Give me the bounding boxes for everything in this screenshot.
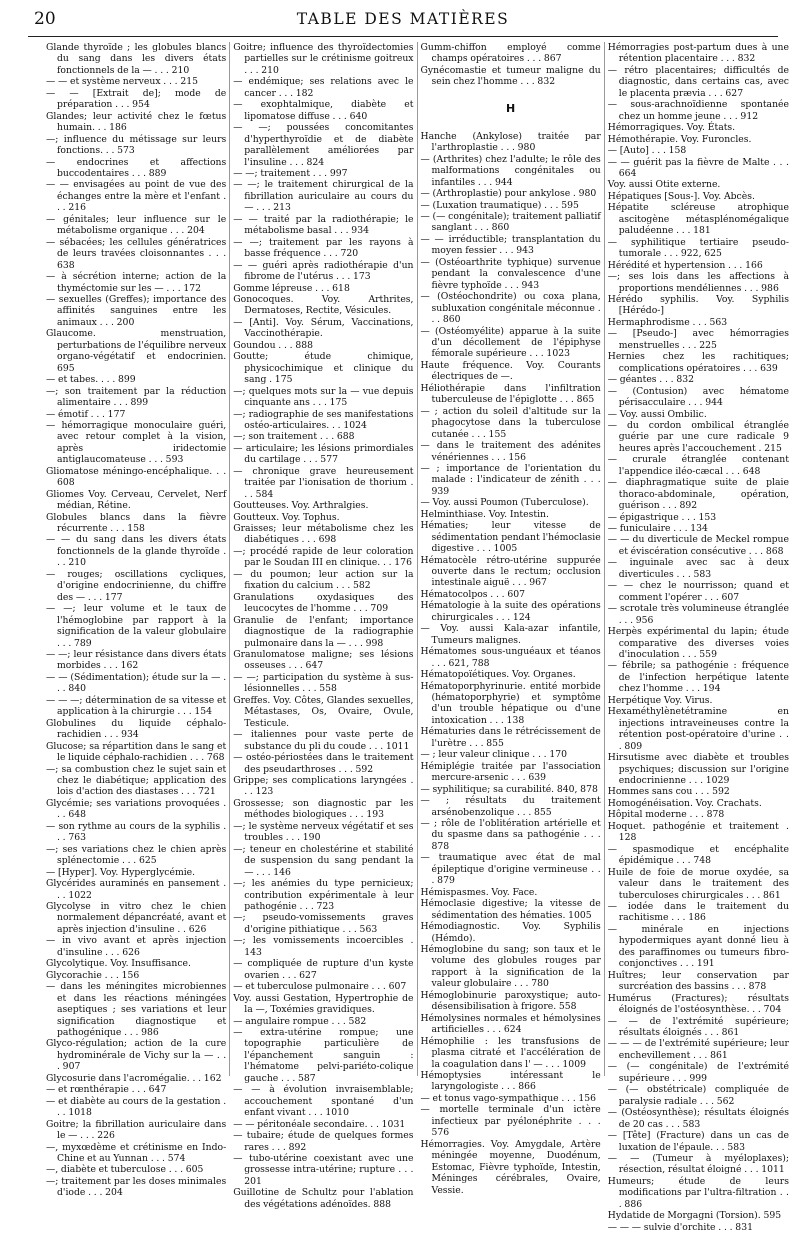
index-entry: Hémodiagnostic. Voy. Syphilis (Hémdo).: [420, 921, 601, 944]
running-title: TABLE DES MATIÈRES: [296, 10, 510, 28]
index-entry: — funiculaire . . . 134: [607, 523, 708, 535]
index-entry: — — — sulvie d'orchite . . . 831: [607, 1221, 753, 1233]
index-entry: — iodée dans le traitement du rachitisme . . . 186: [607, 900, 789, 924]
index-entry: —; les anémies du type pernicieux; contribution expérimentale à leur pathogénie . . . 723: [233, 878, 414, 912]
index-entry: — (Contusion) avec hématome périsacculaire . . . 944: [607, 385, 789, 409]
index-entry: Hérédité et hypertension . . . 166: [607, 259, 763, 271]
index-entry: Hémoclasie digestive; la vitesse de sédimentation des hématies. 1005: [420, 898, 601, 921]
index-entry: — syphilitique tertiaire pseudo-tumorale . . . 922, 625: [607, 236, 789, 260]
index-entry: — et tuberculose pulmonaire . . . 607: [233, 981, 407, 993]
index-entry: Hirsutisme avec diabète et troubles psychiques; discussion sur l'origine endocrinienne . . . 1029: [607, 752, 789, 786]
index-entry: — (Ostéochondrite) ou coxa plana, subluxation congénitale méconnue . . . 860: [420, 291, 601, 326]
index-entry: Granulations oxydasiques des leucocytes de l'homme . . . 709: [233, 591, 414, 615]
index-entry: Gliomatose méningo-encéphalique. . . 608: [46, 465, 227, 489]
index-entry: Gliomes Voy. Cerveau, Cervelet, Nerf médian, Rétine.: [46, 488, 227, 512]
index-entry: — — péritonéale secondaire. . . 1031: [233, 1118, 406, 1130]
index-entry: — et tonus vago-sympathique . . . 156: [420, 1092, 597, 1104]
index-entry: — — guérit pas la fièvre de Malte . . . 664: [607, 156, 789, 179]
index-entry: Homogénéisation. Voy. Crachats.: [607, 797, 762, 809]
index-entry: —, myxœdème et crétinisme en Indo-Chine et au Yunnan . . . 574: [46, 1141, 227, 1164]
index-entry: Voy. aussi Gestation, Hypertrophie de la —, Toxémies gravidiques.: [233, 992, 414, 1016]
index-entry: Glyco-régulation; action de la cure hydrominérale de Vichy sur la — . . . 907: [46, 1038, 227, 1073]
index-entry: — — à évolution invraisemblable; accouchement spontané d'un enfant vivant . . . 1010: [233, 1084, 414, 1119]
index-entry: —; pseudo-vomissements graves d'origine pithiatique . . . 563: [233, 912, 414, 935]
index-entry: Hanche (Ankylose) traitée par l'arthroplastie . . . 980: [420, 130, 601, 154]
index-entry: — —; traitement . . . 997: [233, 167, 348, 179]
header-rule: [28, 36, 778, 37]
index-entry: — — de l'extrémité supérieure; résultats éloignés . . . 861: [607, 1015, 789, 1038]
index-entry: — traumatique avec état de mal épileptique d'origine vermineuse . . . 879: [420, 852, 601, 887]
index-entry: —; radiographie de ses manifestations ostéo-articulaires. . . 1024: [233, 408, 414, 431]
index-entry: Globulines du liquide céphalo-rachidien . . . 934: [46, 717, 227, 741]
index-entry: — génitales; leur influence sur le métabolisme organique . . . 204: [46, 213, 227, 237]
index-entry: Gomme lépreuse . . . 618: [233, 282, 350, 294]
index-entry: — (Ostéosynthèse); résultats éloignés de 20 cas . . . 583: [607, 1107, 789, 1130]
index-entry: Glycosurie dans l'acromégalie. . . 162: [46, 1072, 222, 1084]
index-entry: — sébacées; les cellules génératrices de leurs travées cloisonnantes . . . 638: [46, 236, 227, 271]
index-entry: — dans les méningites microbiennes et dans les réactions méningées aseptiques ; ses variations et leur signification diagnostique et pathogénique . . . 986: [46, 981, 227, 1038]
index-entry: — [Pseudo-] avec hémorragies menstruelles . . . 225: [607, 328, 789, 351]
index-entry: — (Luxation traumatique) . . . 595: [420, 199, 579, 211]
index-entry: Glycolytique. Voy. Insuffisance.: [46, 958, 191, 970]
index-entry: — —; leur volume et le taux de l'hémoglobine par rapport à la signification de la valeur globulaire . . . 789: [46, 603, 227, 649]
index-entry: — [Hyper]. Voy. Hyperglycémie.: [46, 866, 196, 878]
index-entry: — — —; détermination de sa vitesse et application à la chirurgie . . . 154: [46, 694, 227, 718]
index-entry: —; son traitement . . . 688: [233, 431, 355, 443]
index-entry: — Voy. aussi Ombilic.: [607, 408, 707, 420]
index-entry: Glycémie; ses variations provoquées . . . 648: [46, 797, 227, 821]
index-entry: — angulaire rompue . . . 582: [233, 1015, 367, 1027]
index-entry: — articulaire; les lésions primordiales du cartilage . . . 577: [233, 442, 414, 466]
index-column-3: [420, 42, 605, 1196]
index-entry: — —; le traitement chirurgical de la fibrillation auriculaire au cours du — . . . 213: [233, 179, 414, 214]
index-entry: Gonocoques. Voy. Arthrites, Dermatoses, Rectite, Vésicules.: [233, 293, 414, 317]
index-entry: Helminthiase. Voy. Intestin.: [420, 508, 549, 520]
index-entry: Granulie de l'enfant; importance diagnostique de la radiographie pulmonaire dans la — . . . 998: [233, 614, 414, 649]
index-entry: — à sécrétion interne; action de la thyméctomie sur les — . . . 172: [46, 271, 227, 294]
index-entry: — endocrines et affections buccodentaires . . . 889: [46, 156, 227, 179]
index-entry: Grossesse; son diagnostic par les méthodes biologiques . . . 193: [233, 797, 414, 821]
index-entry: — — (Sédimentation); étude sur la — . . . 840: [46, 671, 227, 695]
index-entry: — diaphragmatique suite de plaie thoraco-abdominale, opération, guérison . . . 892: [607, 477, 789, 512]
index-entry: — Voy. aussi Poumon (Tuberculose).: [420, 497, 589, 509]
index-entry: Héliothérapie dans l'infiltration tuberculeuse de l'épiglotte . . . 865: [420, 382, 601, 406]
index-entry: — [Auto] . . . 158: [607, 145, 687, 157]
index-entry: — — [Extrait de]; mode de préparation . . . 954: [46, 87, 227, 111]
index-entry: — du cordon ombilical étranglée guérie par une cure radicale 9 heures après l'accouchement . 215: [607, 419, 789, 454]
index-entry: — épigastrique . . . 153: [607, 511, 717, 523]
index-entry: Goitre; influence des thyroïdectomies partielles sur le crétinisme goitreux . . . 210: [233, 42, 414, 76]
index-entry: Goutteux. Voy. Tophus.: [233, 511, 340, 523]
index-entry: — —; participation du système à sus-lésionnelles . . . 558: [233, 671, 414, 695]
index-entry: —; ses lois dans les affections à proportions mendéliennes . . . 986: [607, 271, 789, 294]
index-entry: Greffes. Voy. Côtes, Glandes sexuelles, Métastases, Os, Ovaire, Ovule, Testicule.: [233, 694, 414, 729]
page-number: 20: [34, 9, 56, 29]
index-entry: — minérale en injections hypodermiques ayant donné lieu à des paraffinomes ou tumeurs fibro-conjonctives . . . 191: [607, 923, 789, 970]
index-entry: — et diabète au cours de la gestation . . . 1018: [46, 1095, 227, 1119]
index-entry: — (— congénitale) de l'extrémité supérieure . . . 999: [607, 1061, 789, 1084]
index-entry: — (— obstétricale) compliquée de paralysie radiale . . . 562: [607, 1084, 789, 1107]
index-entry: —; influence du métissage sur leurs fonctions. . . 573: [46, 133, 227, 157]
index-entry: Goundou . . . 888: [233, 339, 314, 351]
index-entry: — chronique grave heureusement traitée par l'ionisation de thorium . . . 584: [233, 465, 414, 500]
index-entry: —; traitement par les doses minimales d'iode . . . 204: [46, 1175, 227, 1199]
index-entry: —; ses variations chez le chien après splénectomie . . . 625: [46, 843, 227, 867]
index-entry: Hémophilie : les transfusions de plasma citraté et l'accélération de la coagulation dans l' — . . . 1009: [420, 1035, 601, 1070]
index-entry: — — du sang dans les divers états fonctionnels de la glande thyroïde . . . 210: [46, 534, 227, 569]
index-entry: — —; leur résistance dans divers états morbides . . . 162: [46, 649, 227, 672]
index-entry: — (Ostéoarthrite typhique) survenue pendant la convalescence d'une fièvre typhoïde . . . 943: [420, 256, 601, 291]
index-entry: — — chez le nourrisson; quand et comment l'opérer . . . 607: [607, 580, 789, 603]
index-entry: — sous-arachnoïdienne spontanée chez un homme jeune . . . 912: [607, 99, 789, 122]
index-entry: Herpétique Voy. Virus.: [607, 694, 713, 706]
index-entry: — syphilitique; sa curabilité. 840, 878: [420, 783, 598, 795]
index-entry: — tubaire; étude de quelques formes rares . . . 892: [233, 1130, 414, 1153]
index-entry: Glaucome. menstruation, perturbations de l'équilibre nerveux organo-végétatif et endocrinien. 695: [46, 328, 227, 374]
index-entry: — ostéo-périostées dans le traitement des pseudarthroses . . . 592: [233, 752, 414, 775]
index-entry: — et tabes. . . . 899: [46, 374, 136, 386]
index-entry: Hernies chez les rachitiques; complications opératoires . . . 639: [607, 351, 789, 374]
index-entry: Hépatite scléreuse atrophique ascitogène métasplénomégalique paludéenne . . . 181: [607, 202, 789, 237]
index-entry: Hémoptysies intéressant le laryngologiste . . . 866: [420, 1069, 601, 1093]
index-entry: Hémolysines normales et hémolysines artificielles . . . 624: [420, 1012, 601, 1036]
index-entry: — son rythme au cours de la syphilis . . . 763: [46, 820, 227, 844]
index-entry: —; son traitement par la réduction alimentaire . . . 899: [46, 385, 227, 409]
index-entry: —; les vomissements incoercibles . 143: [233, 935, 414, 958]
index-entry: — — — de l'extrémité supérieure; leur enchevillement . . . 861: [607, 1038, 789, 1061]
index-entry: Huîtres; leur conservation par surcréation des bassins . . . 878: [607, 969, 789, 993]
index-entry: — [Anti]. Voy. Sérum, Vaccinations, Vaccinothérapie.: [233, 316, 414, 340]
index-entry: — — traité par la radiothérapie; le métabolisme basal . . . 934: [233, 213, 414, 237]
index-entry: — crurale étranglée contenant l'appendice iléo-cæcal . . . 648: [607, 454, 789, 477]
index-entry: Hommes sans cou . . . 592: [607, 786, 730, 798]
section-letter: H: [506, 101, 516, 115]
index-entry: — (Arthroplastie) pour ankylose . 980: [420, 188, 597, 200]
index-entry: — [Tête] (Fracture) dans un cas de luxation de l'épaule. . . 583: [607, 1130, 789, 1153]
index-entry: — Voy. aussi Kala-azar infantile, Tumeurs malignes.: [420, 623, 601, 646]
index-entry: — —; traitement par les rayons à basse fréquence . . . 720: [233, 236, 414, 260]
index-entry: — — et système nerveux . . . 215: [46, 76, 198, 88]
index-entry: —; le système nerveux végétatif et ses troubles . . . 190: [233, 820, 414, 844]
index-entry: — scrotale très volumineuse étranglée . . . 956: [607, 603, 789, 626]
index-entry: — mortelle terminale d'un ictère infectieux par pyélonéphrite . . . 576: [420, 1104, 601, 1139]
index-entry: — géantes . . . 832: [607, 374, 694, 386]
index-entry: Hexaméthylènetétramine en injections intraveineuses contre la rétention post-opératoire d'urine . . . 809: [607, 706, 789, 752]
index-entry: Graisses; leur métabolisme chez les diabétiques . . . 698: [233, 523, 414, 546]
index-entry: — ; résultats du traitement arsénobenzolique . . . 855: [420, 795, 601, 818]
index-column-1: [46, 42, 230, 1199]
index-entry: Hépatiques [Sous-]. Voy. Abcès.: [607, 190, 755, 202]
index-entry: Hémispasmes. Voy. Face.: [420, 886, 538, 898]
index-entry: — — envisagées au point de vue des échanges entre la mère et l'enfant . . . 216: [46, 179, 227, 214]
index-entry: — spasmodique et encéphalite épidémique . . . 748: [607, 843, 789, 867]
index-entry: Glycérides auraminés en pansement . . . 1022: [46, 878, 227, 901]
index-entry: Granulomatose maligne; ses lésions osseuses . . . 647: [233, 649, 414, 672]
index-entry: Hématies; leur vitesse de sédimentation pendant l'hémoclasie digestive . . . 1005: [420, 520, 601, 555]
index-entry: Hémoglobinurie paroxystique; auto-désensibilisation à frigore. 558: [420, 989, 601, 1013]
index-entry: — dans le traitement des adénites vénériennes . . . 156: [420, 440, 601, 463]
index-columns: [46, 42, 792, 1233]
index-entry: Hématocolpos . . . 607: [420, 588, 525, 600]
index-entry: Gynécomastie et tumeur maligne du sein chez l'homme . . . 832: [420, 64, 601, 88]
index-entry: — (Ostéomyélite) apparue à la suite d'un décollement de l'épiphyse fémorale supérieure . . . 1023: [420, 325, 601, 360]
index-entry: Hérédo syphilis. Voy. Syphilis [Hérédo-]: [607, 293, 789, 317]
index-entry: — compliquée de rupture d'un kyste ovarien . . . 627: [233, 958, 414, 981]
index-entry: Hématomes sous-unguéaux et téanos . . . 621, 788: [420, 646, 601, 669]
index-entry: Hôpital moderne . . . 878: [607, 809, 725, 821]
index-entry: Humeurs; étude de leurs modifications par l'ultra-filtration . . . 886: [607, 1175, 789, 1210]
index-entry: — ; rôle de l'oblitération artérielle et du spasme dans sa pathogénie . . . 878: [420, 818, 601, 852]
index-entry: — fébrile; sa pathogénie : fréquence de l'infection herpétique latente chez l'homme . . . 194: [607, 660, 789, 695]
index-entry: — — du diverticule de Meckel rompue et éviscération consécutive . . . 868: [607, 534, 789, 557]
index-column-4: [607, 42, 792, 1233]
page-header: [28, 6, 778, 32]
index-entry: Humérus (Fractures); résultats éloignés de l'ostéosynthèse. . . 704: [607, 992, 789, 1016]
index-entry: Glycorachie . . . 156: [46, 969, 140, 981]
index-entry: — inguinale avec sac à deux diverticules . . . 583: [607, 557, 789, 580]
index-entry: Glucose; sa répartition dans le sang et le liquide céphalo-rachidien . . . 768: [46, 740, 227, 764]
index-entry: — rouges; oscillations cycliques, d'origine endocrinienne, du chiffre des — . . . 177: [46, 568, 227, 603]
index-entry: —; teneur en cholestérine et stabilité de suspension du sang pendant la — . . . 146: [233, 843, 414, 878]
index-entry: Haute fréquence. Voy. Courants électriques de —.: [420, 359, 601, 383]
index-entry: Huile de foie de morue oxydée, sa valeur dans le traitement des tuberculoses chirurgicales . . . 861: [607, 866, 789, 901]
index-entry: — italiennes pour vaste perte de substance du pli du coude . . . 1011: [233, 729, 414, 752]
index-entry: — endémique; ses relations avec le cancer . . . 182: [233, 76, 414, 99]
index-entry: Hémorragies. Voy. Amygdale, Artère méningée moyenne, Duodénum, Estomac, Fièvre typhoïde, Intestin, Méninges cérébrales, Ovaire, Vessie.: [420, 1138, 601, 1196]
index-entry: — — irréductible; transplantation du moyen fessier . . . 943: [420, 233, 601, 257]
index-entry: Hémorragiques. Voy. États.: [607, 122, 736, 134]
index-entry: —, diabète et tuberculose . . . 605: [46, 1164, 204, 1176]
index-entry: — in vivo avant et après injection d'insuline . . . 626: [46, 935, 227, 958]
index-entry: — —; poussées concomitantes d'hyperthyroïdie et de diabète parallèlement améliorées par l'insuline . . . 824: [233, 122, 414, 168]
index-entry: Hématologie à la suite des opérations chirurgicales . . . 124: [420, 600, 601, 623]
index-entry: — — guéri après radiothérapie d'un fibrome de l'utérus . . . 173: [233, 259, 414, 283]
index-entry: — (— congénitale); traitement palliatif sanglant . . . 860: [420, 210, 601, 234]
index-entry: —; quelques mots sur la — vue depuis cinquante ans . . . 175: [233, 385, 414, 409]
index-entry: Gumm-chiffon employé comme champs opératoires . . . 867: [420, 42, 601, 65]
index-entry: Hémothérapie. Voy. Furoncles.: [607, 133, 752, 145]
index-entry: Hématocèle rétro-utérine suppurée ouverte dans le rectum; occlusion intestinale aiguë . . . 967: [420, 554, 601, 589]
index-entry: Hermaphrodisme . . . 563: [607, 316, 728, 328]
index-entry: — ; importance de l'orientation du malade : l'indicateur de zénith . . . 939: [420, 462, 601, 497]
index-entry: Hémoglobine du sang; son taux et le volume des globules rouges par rapport à la signification de la valeur globulaire . . . 780: [420, 943, 601, 990]
index-entry: Hoquet. pathogénie et traitement . 128: [607, 820, 789, 844]
index-entry: — sexuelles (Greffes); importance des affinités sanguines entre les animaux . . . 200: [46, 293, 227, 328]
index-entry: Hydatide de Morgagni (Torsion). 595: [607, 1210, 782, 1222]
index-entry: — rétro placentaires; difficultés de diagnostic, dans certains cas, avec le placenta prævia . . . 627: [607, 64, 789, 99]
index-entry: Hématopoïétiques. Voy. Organes.: [420, 669, 576, 681]
index-entry: Globules blancs dans la fièvre récurrente . . . 158: [46, 511, 227, 535]
index-entry: Glycolyse in vitro chez le chien normalement dépancréaté, avant et après injection d'insuline . . 626: [46, 900, 227, 935]
index-entry: — tubo-utérine coexistant avec une grossesse intra-utérine; rupture . . . 201: [233, 1152, 414, 1187]
index-entry: — exophtalmique, diabète et lipomatose diffuse . . . 640: [233, 99, 414, 122]
index-column-2: [233, 42, 417, 1210]
index-entry: Hémorragies post-partum dues à une rétention placentaire . . . 832: [607, 42, 789, 65]
index-entry: — — (Tumeur à myéloplaxes); résection, résultat éloigné . . . 1011: [607, 1152, 789, 1176]
index-entry: Hématoporphyrinurie. entité morbide (hématoporphyrie) et symptôme d'un trouble hépatique ou d'une intoxication . . . 138: [420, 680, 601, 726]
index-entry: — ; leur valeur clinique . . . 170: [420, 749, 567, 761]
index-entry: Goutteuses. Voy. Arthralgies.: [233, 500, 369, 512]
index-entry: Goitre; la fibrillation auriculaire dans le — . . . 226: [46, 1118, 227, 1142]
index-entry: — extra-utérine rompue; une topographie particulière de l'épanchement sanguin : l'hématome pelvi-pariéto-colique gauche . . . 587: [233, 1026, 414, 1084]
index-entry: Hémiplégie traitée par l'association mercure-arsenic . . . 639: [420, 760, 601, 784]
index-entry: —; sa combustion chez le sujet sain et chez le diabétique; application des lois d'action des diastases . . . 721: [46, 763, 227, 798]
index-entry: — hémorragique monoculaire guéri, avec retour complet à la vision, après iridectomie antiglaucomateuse . . . 593: [46, 419, 227, 466]
index-entry: — du poumon; leur action sur la fixation du calcium . . . 582: [233, 568, 414, 592]
index-entry: Voy. aussi Otite externe.: [607, 179, 721, 191]
index-entry: Guillotine de Schultz pour l'ablation des végétations adénoïdes. 888: [233, 1187, 414, 1210]
index-entry: Glande thyroïde ; les globules blancs du sang dans les divers états fonctionnels de la — . . . 210: [46, 42, 227, 76]
index-entry: Grippe; ses complications laryngées . . . 123: [233, 775, 414, 798]
index-entry: Herpès expérimental du lapin; étude comparative des diverses voies d'inoculation . . . 559: [607, 626, 789, 661]
index-entry: — (Arthrites) chez l'adulte; le rôle des malformations congénitales ou infantiles . . . 944: [420, 153, 601, 188]
index-entry: —; procédé rapide de leur coloration par le Soudan III en clinique. . . 176: [233, 545, 414, 569]
index-entry: — et rœnthérapie . . . 647: [46, 1084, 167, 1096]
index-entry: — émotif . . . 177: [46, 408, 126, 420]
index-entry: Goutte; étude chimique, physicochimique et clinique du sang . 175: [233, 351, 414, 386]
index-entry: — ; action du soleil d'altitude sur la phagocytose dans la tuberculose cutanée . . . 155: [420, 405, 601, 440]
index-entry: Hématuries dans le rétrécissement de l'urètre . . . 855: [420, 726, 601, 749]
index-entry: Glandes; leur activité chez le fœtus humain. . . 186: [46, 110, 227, 134]
